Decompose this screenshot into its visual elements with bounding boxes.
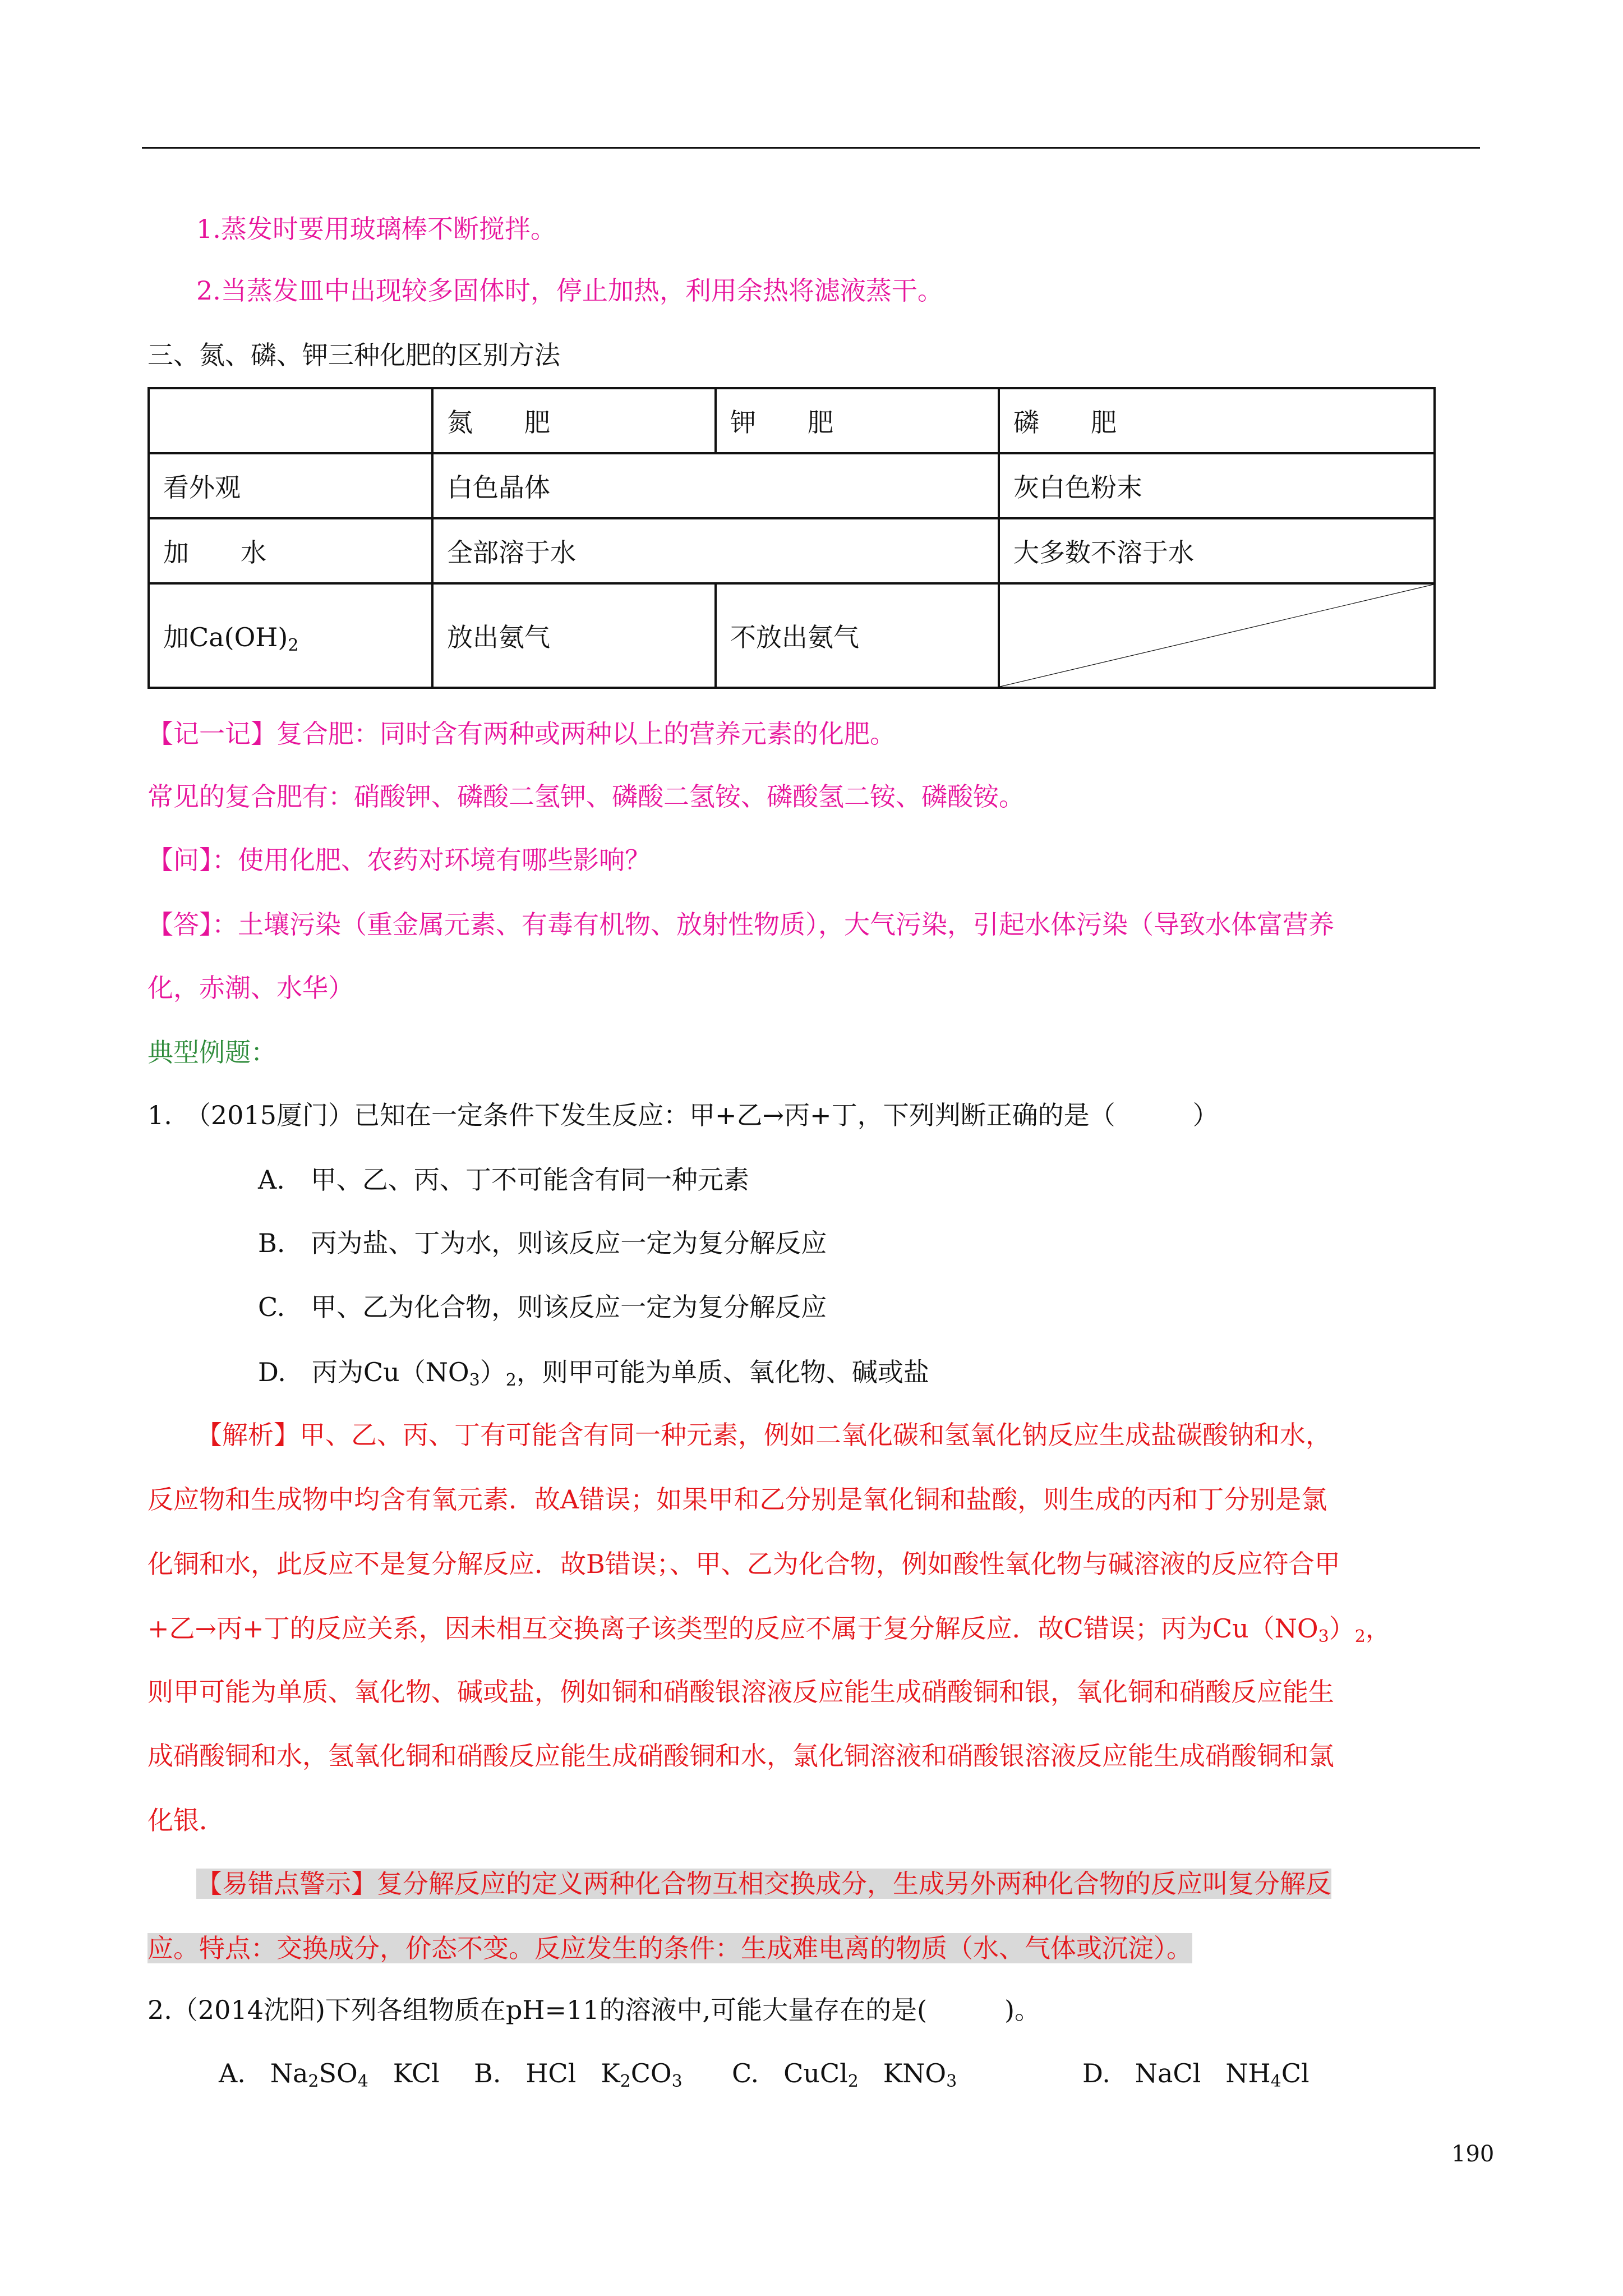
analysis-line-1: 【解析】甲、乙、丙、丁有可能含有同一种元素，例如二氧化碳和氢氧化钠反应生成盐碳酸钠和水， <box>196 1420 1331 1450</box>
question-2-option-d: D. NaCl $NH_4Cl$ <box>1082 2058 1310 2091</box>
analysis-line-5: 则甲可能为单质、氧化物、碱或盐，例如铜和硝酸银溶液反应能生成硝酸铜和银，氧化铜和硝酸反应能生 <box>147 1677 1334 1707</box>
table-cell: 大多数不溶于水 <box>999 518 1435 583</box>
analysis-line-6: 成硝酸铜和水，氢氧化铜和硝酸反应能生成硝酸铜和水，氯化铜溶液和硝酸银溶液反应能生成硝酸铜和氯 <box>147 1741 1334 1771</box>
header-rule <box>142 147 1480 149</box>
table-cell: 白色晶体 <box>432 453 999 518</box>
tip-line-1: 1.蒸发时要用玻璃棒不断搅拌。 <box>196 214 556 244</box>
table-cell: 放出氨气 <box>432 583 716 688</box>
warning-line-1: 【易错点警示】复分解反应的定义两种化合物互相交换成分，生成另外两种化合物的反应叫复分解反 <box>196 1869 1331 1899</box>
table-row <box>149 518 1435 583</box>
diagonal-empty-cell <box>999 583 1435 688</box>
page-number: 190 <box>1451 2141 1495 2167</box>
row-label: 看外观 <box>149 453 432 518</box>
examples-heading: 典型例题： <box>147 1037 276 1068</box>
question-2-option-a: A. $Na_2SO_4$ KCl <box>219 2058 440 2091</box>
fertilizer-table <box>147 387 1436 689</box>
remember-note: 【记一记】复合肥：同时含有两种或两种以上的营养元素的化肥。 <box>147 719 896 749</box>
analysis-line-2: 反应物和生成物中均含有氧元素．故A错误；如果甲和乙分别是氧化铜和盐酸，则生成的丙和丁分别是氯 <box>147 1484 1327 1515</box>
question-1-option-c: C. 甲、乙为化合物，则该反应一定为复分解反应 <box>258 1292 827 1322</box>
diagonal-line <box>1000 585 1433 687</box>
question-1-option-a: A. 甲、乙、丙、丁不可能含有同一种元素 <box>258 1165 749 1195</box>
table-row <box>149 453 1435 518</box>
common-fertilizers: 常见的复合肥有：硝酸钾、磷酸二氢钾、磷酸二氢铵、磷酸氢二铵、磷酸铵。 <box>147 781 1025 812</box>
question-2-option-b: B. HCl $K_2CO_3$ <box>474 2058 683 2091</box>
analysis-line-4: +乙→丙+丁的反应关系，因未相互交换离子该类型的反应不属于复分解反应．故C错误；丙为$Cu(NO_3)_2$， <box>147 1613 1391 1646</box>
analysis-line-3: 化铜和水，此反应不是复分解反应．故B错误；、甲、乙为化合物，例如酸性氧化物与碱溶液的反应符合甲 <box>147 1549 1340 1579</box>
question-note: 【问】：使用化肥、农药对环境有哪些影响？ <box>147 845 651 875</box>
answer-line-1: 【答】：土壤污染（重金属元素、有毒有机物、放射性物质），大气污染，引起水体污染（导致水体富营养 <box>147 909 1334 940</box>
tip-line-2: 2.当蒸发皿中出现较多固体时，停止加热，利用余热将滤液蒸干。 <box>196 275 943 306</box>
row-label: 加$Ca(OH)_2$ <box>149 583 432 688</box>
analysis-line-7: 化银． <box>147 1805 225 1835</box>
question-1-option-d: D. 丙为$Cu(NO_3)_2$，则甲可能为单质、氧化物、碱或盐 <box>258 1357 929 1390</box>
table-header-nitrogen: 氮 肥 <box>432 388 716 453</box>
question-1-option-b: B. 丙为盐、丁为水，则该反应一定为复分解反应 <box>258 1228 827 1258</box>
table-cell: 灰白色粉末 <box>999 453 1435 518</box>
row-label: 加 水 <box>149 518 432 583</box>
table-header-potassium: 钾 肥 <box>716 388 999 453</box>
warning-line-2: 应。特点：交换成分，价态不变。反应发生的条件：生成难电离的物质（水、气体或沉淀）。 <box>147 1933 1192 1963</box>
answer-line-2: 化，赤潮、水华） <box>147 973 354 1003</box>
table-cell <box>149 388 432 453</box>
question-1-stem: 1. （2015厦门）已知在一定条件下发生反应：甲+乙→丙+丁，下列判断正确的是（ ） <box>147 1100 1219 1130</box>
table-header-phosphorus: 磷 肥 <box>999 388 1435 453</box>
question-2-option-c: C. CuCl$_2$ $KNO_3$ <box>732 2058 957 2091</box>
table-cell: 全部溶于水 <box>432 518 999 583</box>
question-2-stem: 2.（2014沈阳)下列各组物质在pH=11的溶液中,可能大量存在的是( )。 <box>147 1995 1041 2025</box>
section-heading: 三、氮、磷、钾三种化肥的区别方法 <box>147 340 560 370</box>
table-row <box>149 583 1435 688</box>
table-header-row <box>149 388 1435 453</box>
table-cell: 不放出氨气 <box>716 583 999 688</box>
